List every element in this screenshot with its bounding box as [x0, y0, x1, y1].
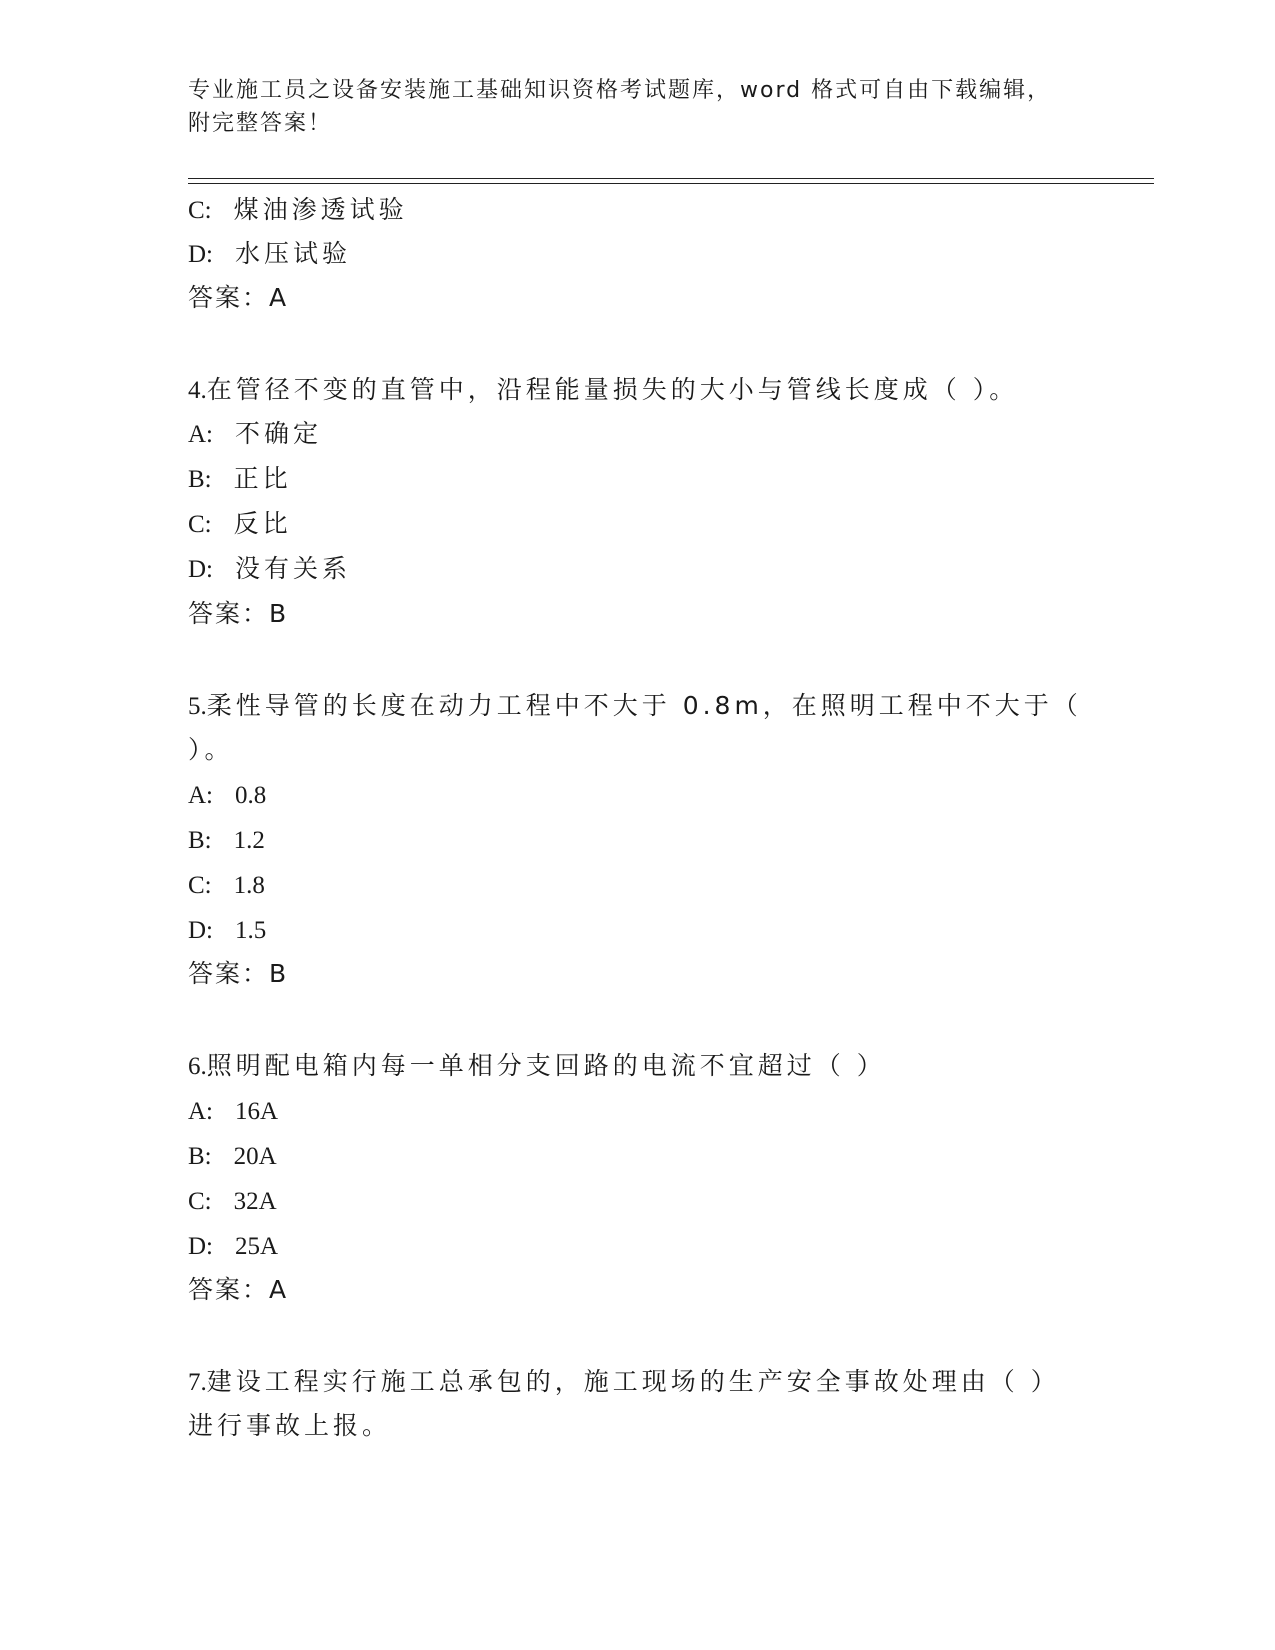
q5-option-d: D: 1.5: [188, 917, 267, 944]
q6-answer: 答案：A: [188, 1275, 289, 1304]
document-header: [188, 74, 1068, 140]
q3-option-c: C: 煤油渗透试验: [188, 195, 408, 224]
q4-answer: 答案：B: [188, 599, 289, 628]
q5-stem-line-1: 5.柔性导管的长度在动力工程中不大于 0.8m，在照明工程中不大于（: [188, 691, 1082, 720]
q5-stem-line-2: ）。: [188, 735, 234, 764]
q3-option-d: D: 水压试验: [188, 239, 352, 268]
q4-option-a: A: 不确定: [188, 419, 323, 448]
q6-option-b: B: 20A: [188, 1143, 277, 1170]
q3-answer: 答案：A: [188, 283, 289, 312]
q6-option-d: D: 25A: [188, 1233, 279, 1260]
header-line-1: 专业施工员之设备安装施工基础知识资格考试题库，word 格式可自由下载编辑，: [188, 78, 1052, 103]
header-divider-bottom: [188, 183, 1154, 184]
q4-option-d: D: 没有关系: [188, 554, 352, 583]
header-divider-top: [188, 178, 1154, 179]
q4-option-c: C: 反比: [188, 509, 292, 538]
q7-stem-line-1: 7.建设工程实行施工总承包的，施工现场的生产安全事故处理由（ ）: [188, 1367, 1060, 1396]
q4-stem: 4.在管径不变的直管中，沿程能量损失的大小与管线长度成（ ）。: [188, 375, 1019, 404]
header-line-2: 附完整答案！: [188, 111, 333, 136]
q5-option-b: B: 1.2: [188, 827, 265, 854]
q5-answer: 答案：B: [188, 959, 289, 988]
q6-option-a: A: 16A: [188, 1098, 279, 1125]
q6-option-c: C: 32A: [188, 1188, 277, 1215]
q4-option-b: B: 正比: [188, 464, 292, 493]
q6-stem: 6.照明配电箱内每一单相分支回路的电流不宜超过（ ）: [188, 1051, 886, 1080]
q5-option-a: A: 0.8: [188, 782, 267, 809]
q7-stem-line-2: 进行事故上报。: [188, 1411, 392, 1440]
q5-option-c: C: 1.8: [188, 872, 265, 899]
